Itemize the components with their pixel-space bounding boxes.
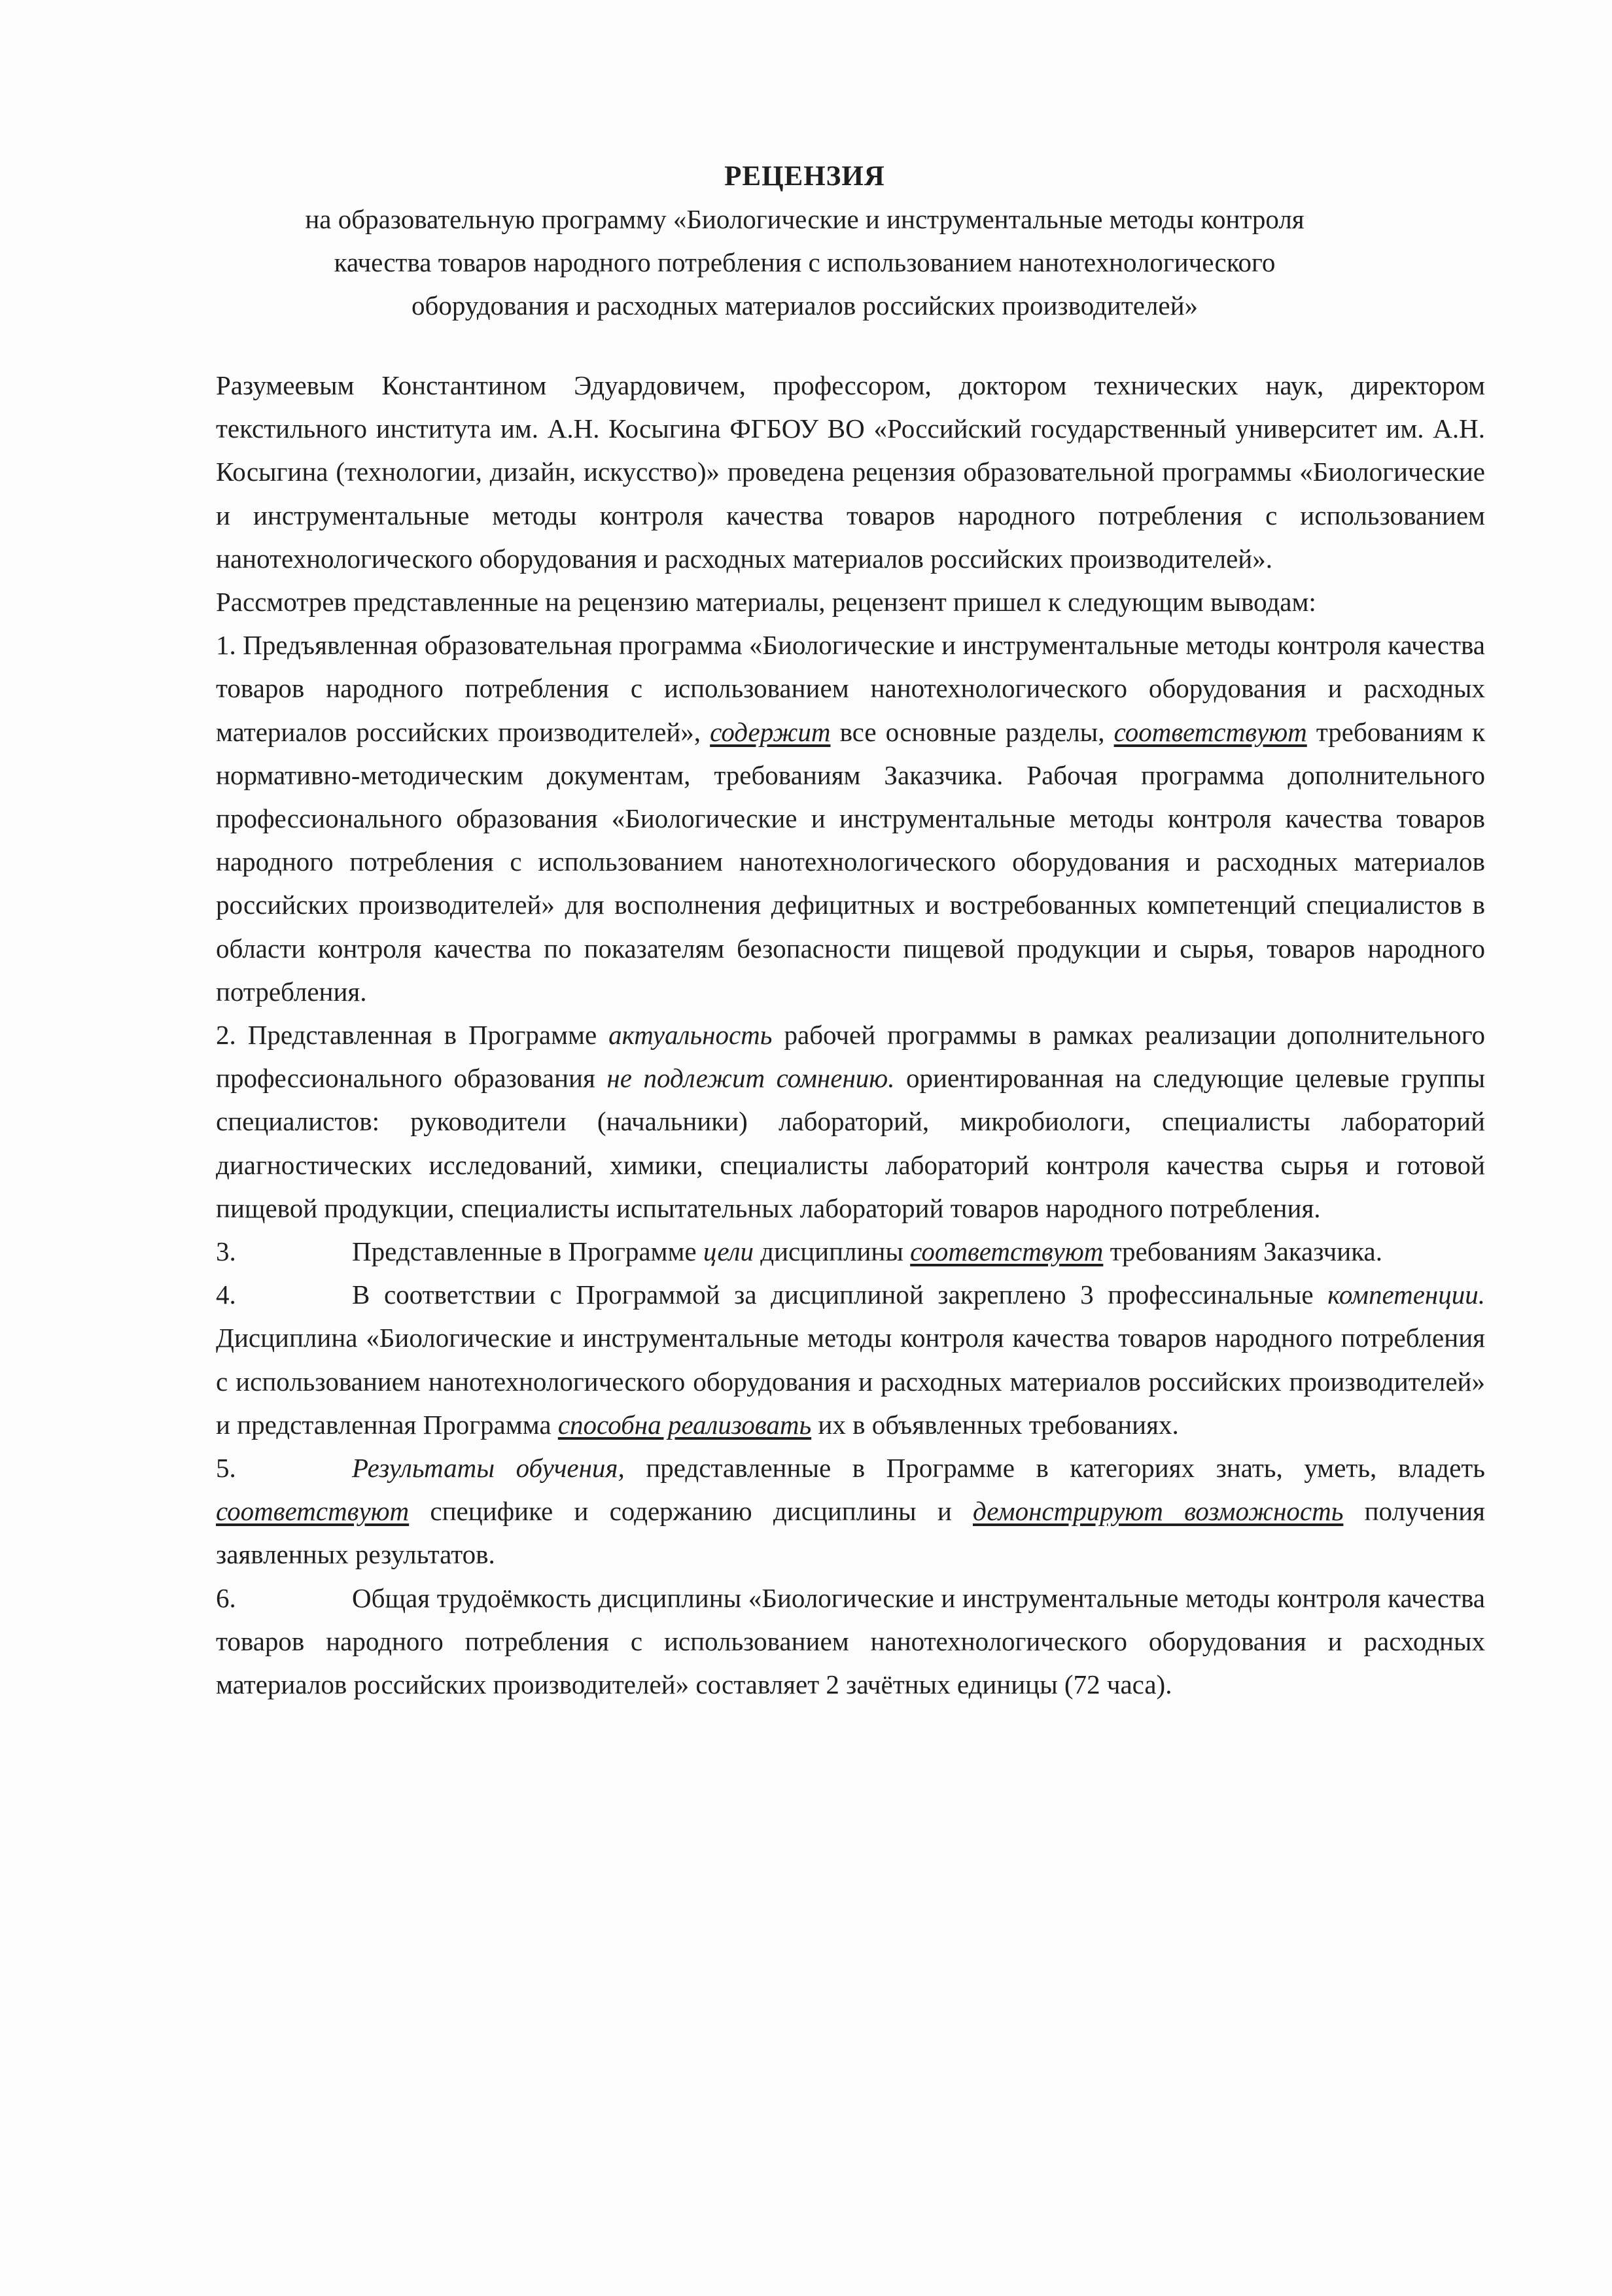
item-3-emphasis-goals: цели	[703, 1236, 754, 1267]
item-2	[216, 1013, 1485, 1230]
item-1-text-e: требованиям к нормативно-методическим документам, требованиям Заказчика. Рабочая программа дополнительного профессионального образования «Биологические и инструментальные методы контроля качества товаров народного потребления с использованием нанотехнологического оборудования и расходных материалов российских производителей» для восполнения дефицитных и востребованных компетенций специалистов в области контроля качества по показателям безопасности пищевой продукции и сырья, товаров народного потребления.	[216, 716, 1486, 1007]
item-1	[216, 623, 1485, 1013]
item-4-text-a: В соответствии с Программой за дисциплиной закреплено 3 профессинальные	[352, 1279, 1314, 1310]
item-4-emphasis-capable: способна реализовать	[557, 1409, 812, 1440]
item-1-text-c: все основные разделы,	[839, 716, 1105, 747]
item-4-number: 4.	[216, 1279, 236, 1310]
item-3	[216, 1230, 1485, 1273]
item-2-text-e: ориентированная на следующие целевые группы специалистов: руководители (начальники) лабораторий, микробиологи, специалисты лабораторий диагностических исследований, химики, специалисты лабораторий контроля качества сырья и готовой пищевой продукции, специалисты испытательных лабораторий товаров народного потребления.	[216, 1063, 1486, 1223]
item-5-emphasis-demonstrate: демонстрируют возможность	[972, 1496, 1344, 1527]
subtitle-line-1: на образовательную программу «Биологические и инструментальные методы контроля	[305, 204, 1305, 234]
item-1-emphasis-contains: содержит	[710, 716, 831, 747]
item-6	[216, 1576, 1485, 1707]
item-2-text-c: рабочей программы в рамках реализации дополнительного профессионального образования	[216, 1020, 1486, 1094]
item-3-text-e: требованиям Заказчика.	[1110, 1236, 1382, 1267]
intro-paragraph: Разумеевым Константином Эдуардовичем, профессором, доктором технических наук, директором текстильного института им. А.Н. Косыгина ФГБОУ ВО «Российский государственный университет им. А.Н. Косыгина (технологии, дизайн, искусство)» проведена рецензия образовательной программы «Биологические и инструментальные методы контроля качества товаров народного потребления с использованием нанотехнологического оборудования и расходных материалов российских производителей».	[216, 370, 1485, 574]
item-5	[216, 1446, 1485, 1576]
item-5-emphasis-results: Результаты обучения,	[352, 1453, 625, 1484]
item-1-text-a: Предъявленная образовательная программа «Биологические и инструментальные методы контроля качества товаров народного потребления с использованием нанотехнологического оборудования и расходных материалов российских производителей»,	[216, 630, 1486, 747]
item-5-text-d: специфике и содержанию дисциплины и	[430, 1496, 952, 1527]
item-6-text-a: Общая трудоёмкость дисциплины «Биологические и инструментальные методы контроля качества товаров народного потребления с использованием нанотехнологического оборудования и расходных материалов российских производителей» составляет 2 зачётных единицы (72 часа).	[216, 1582, 1485, 1700]
item-2-emphasis-relevance: актуальность	[608, 1020, 773, 1051]
item-4-text-c: Дисциплина «Биологические и инструментальные методы контроля качества товаров народного потребления с использованием нанотехнологического оборудования и расходных материалов российских производителей» и представленная Программа	[216, 1323, 1485, 1440]
item-4	[216, 1273, 1485, 1446]
item-2-number: 2.	[216, 1020, 236, 1051]
item-1-emphasis-conforms: соответствуют	[1113, 716, 1307, 747]
item-3-text-a: Представленные в Программе	[352, 1236, 697, 1267]
lead-paragraph: Рассмотрев представленные на рецензию материалы, рецензент пришел к следующим выводам:	[216, 587, 1316, 617]
item-6-number: 6.	[216, 1582, 236, 1613]
subtitle-line-3: оборудования и расходных материалов российских производителей»	[411, 290, 1199, 321]
item-2-emphasis-doubt: не подлежит сомнению.	[606, 1063, 895, 1094]
item-3-number: 3.	[216, 1236, 236, 1267]
item-2-text-a: Представленная в Программе	[247, 1020, 597, 1051]
subtitle-line-2: качества товаров народного потребления с использованием нанотехнологического	[334, 247, 1276, 277]
item-5-text-b: представленные в Программе в категориях знать, уметь, владеть	[646, 1453, 1486, 1484]
document-body	[216, 364, 1485, 1706]
item-5-text-f: получения заявленных результатов.	[216, 1496, 1486, 1570]
document-header	[216, 156, 1393, 327]
item-4-text-e: их в объявленных требованиях.	[818, 1409, 1179, 1440]
item-3-emphasis-conforms: соответствуют	[910, 1236, 1104, 1267]
item-1-number: 1.	[216, 630, 236, 661]
item-4-emphasis-competencies: компетенции.	[1327, 1279, 1486, 1310]
document-title: РЕЦЕНЗИЯ	[724, 161, 885, 192]
item-5-number: 5.	[216, 1453, 236, 1484]
item-5-emphasis-conforms: соответствуют	[216, 1496, 410, 1527]
item-3-text-c: дисциплины	[760, 1236, 903, 1267]
